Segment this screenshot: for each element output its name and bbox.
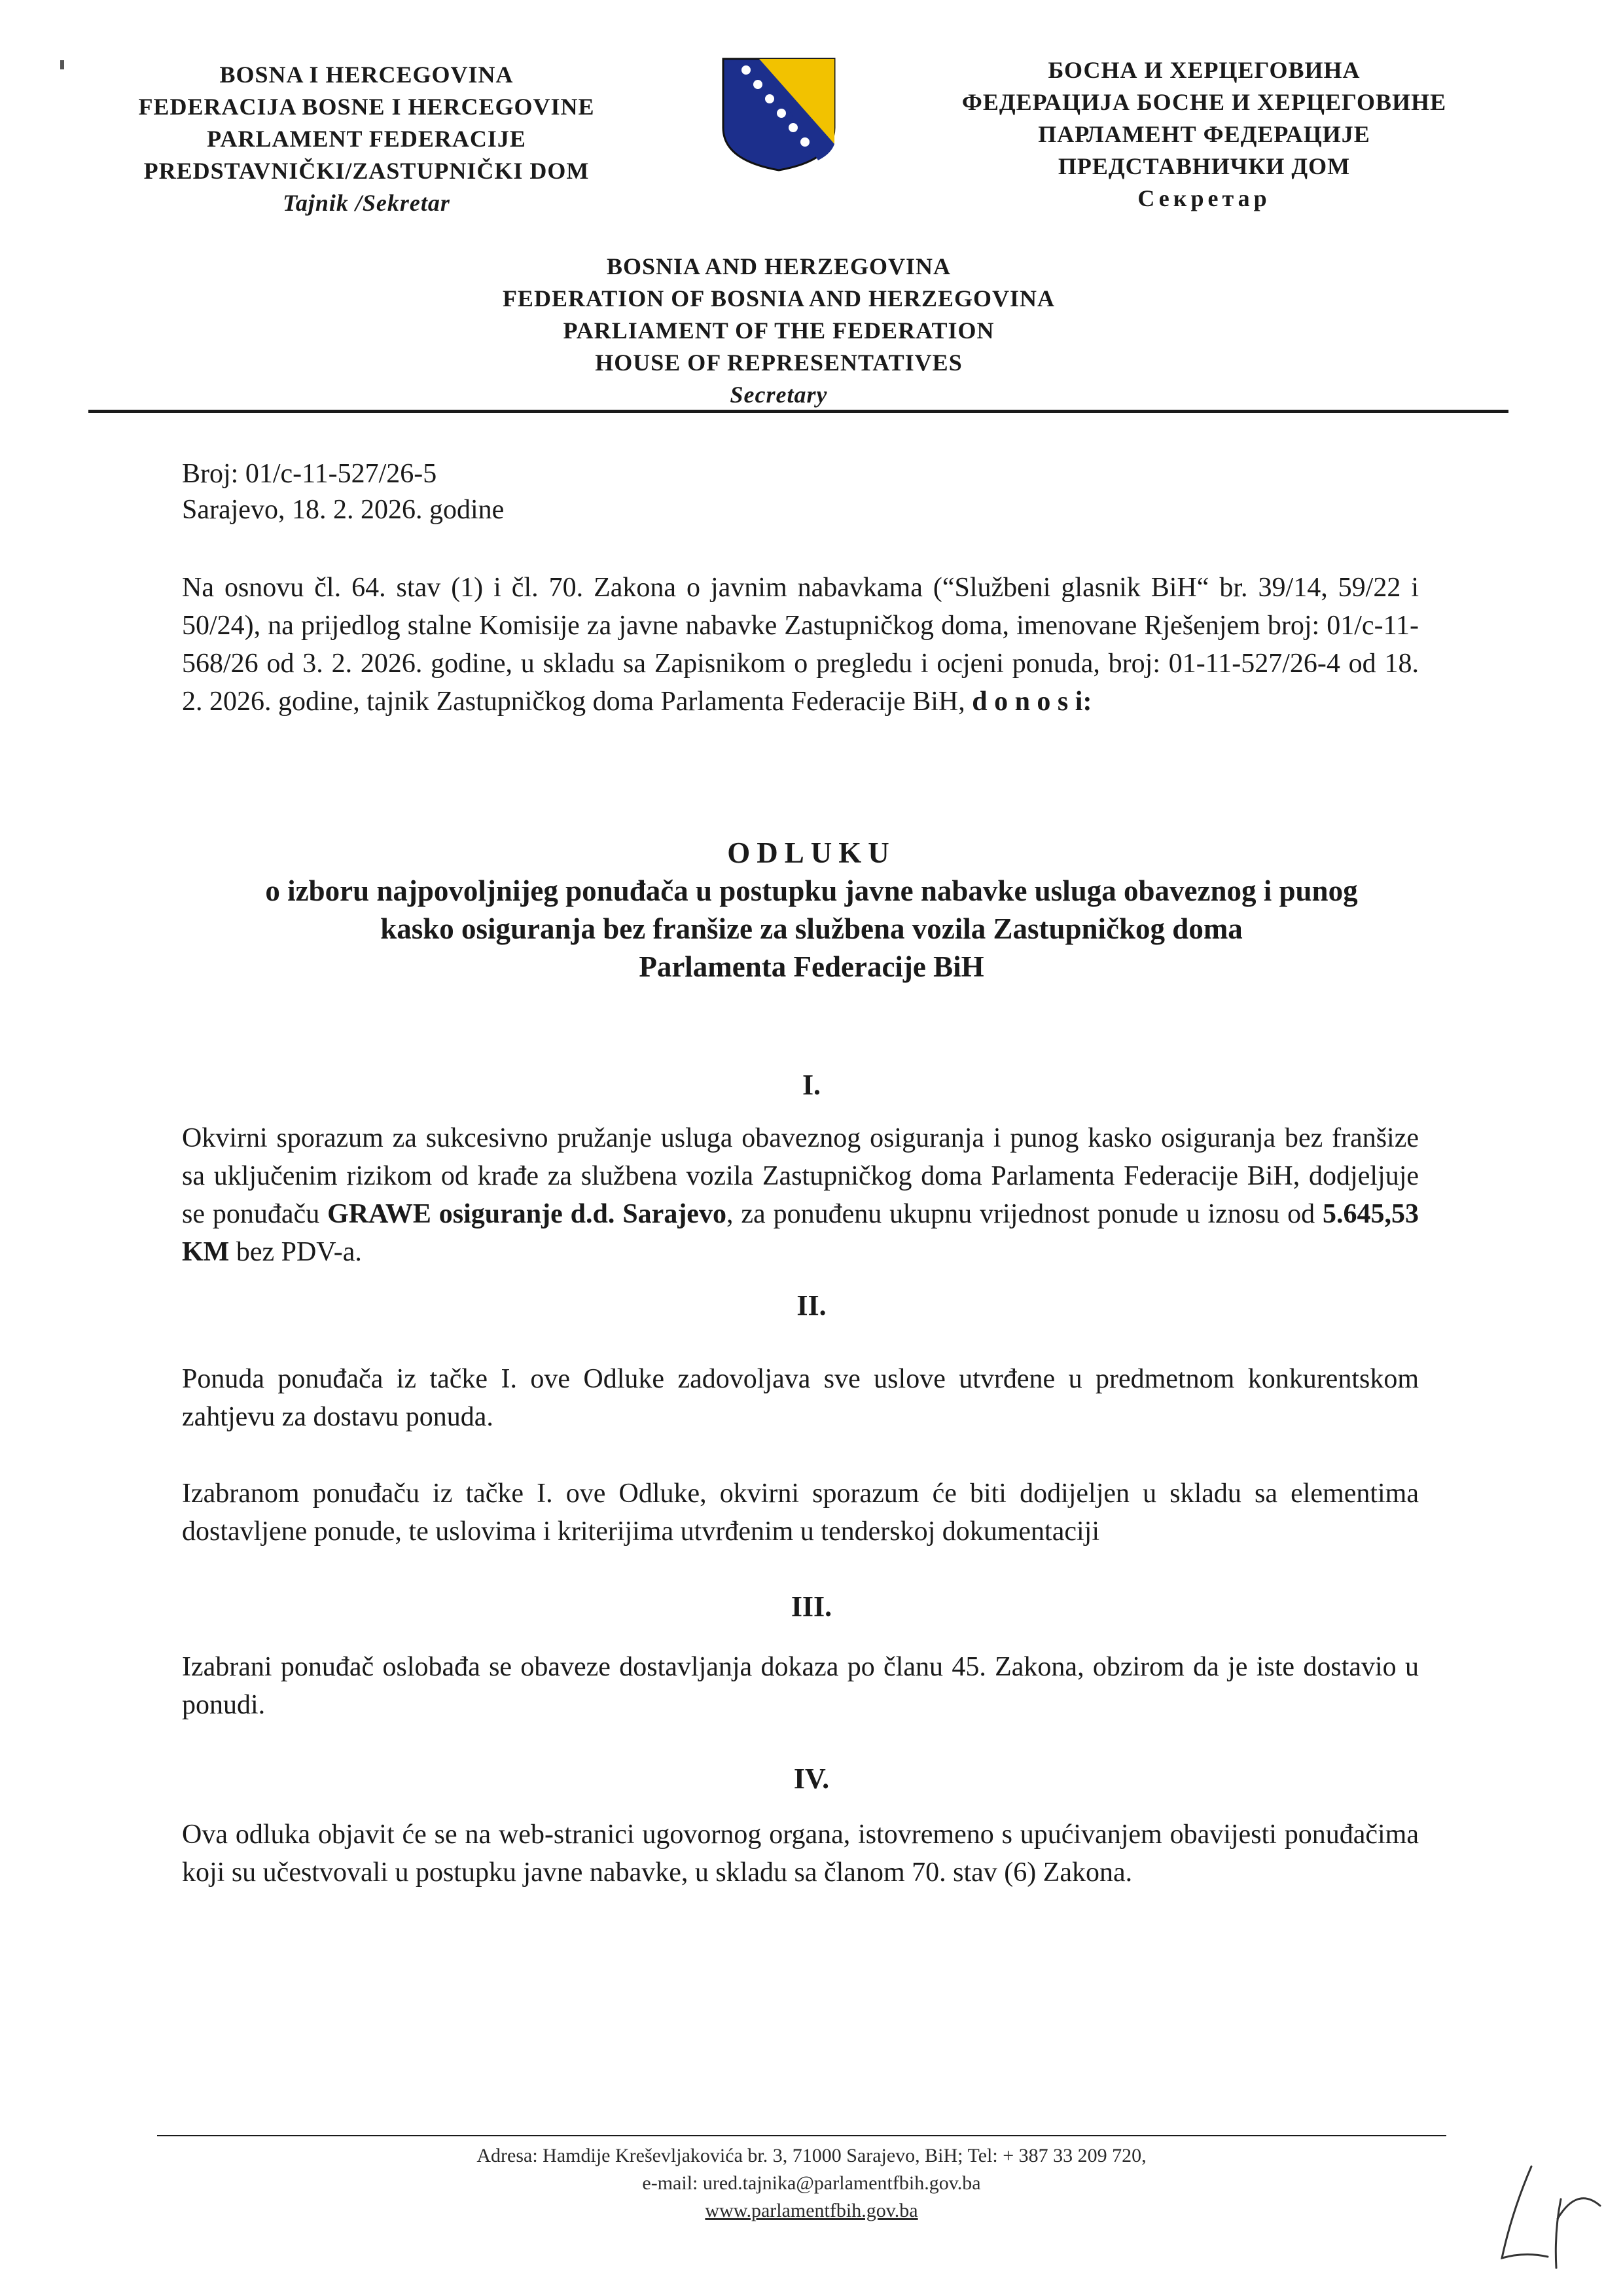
footer-email[interactable]: e-mail: ured.tajnika@parlamentfbih.gov.ba <box>642 2172 981 2194</box>
section-2-p2: Izabranom ponuđaču iz tačke I. ove Odluke, okvirni sporazum će biti dodijeljen u skladu sa elementima dostavljene ponude, te uslovima i kriterijima utvrđenim u tenderskoj dokumentaciji <box>182 1479 1419 1547</box>
header-left-line4: PREDSTAVNIČKI/ZASTUPNIČKI DOM <box>143 158 590 184</box>
header-left-line3: PARLAMENT FEDERACIJE <box>207 126 526 152</box>
header-center <box>419 251 1139 411</box>
document-date: Sarajevo, 18. 2. 2026. godine <box>182 495 505 525</box>
decision-subtitle-line1: o izboru najpovoljnijeg ponuđača u postupku javne nabavke usluga obaveznog i punog <box>265 874 1358 907</box>
section-4-heading: IV. <box>793 1763 830 1795</box>
header-center-line1: BOSNIA AND HERZEGOVINA <box>606 253 952 279</box>
header-center-line5: Secretary <box>730 382 828 408</box>
decision-subtitle-line3: Parlamenta Federacije BiH <box>639 950 984 983</box>
header-right <box>923 54 1486 215</box>
preamble <box>182 569 1419 721</box>
header-right-line2: ФЕДЕРАЦИЈА БОСНЕ И ХЕРЦЕГОВИНЕ <box>961 89 1447 115</box>
coat-of-arms-icon <box>720 56 838 173</box>
section-3-heading: III. <box>791 1590 832 1623</box>
decision-title-block <box>157 834 1466 986</box>
header-center-line3: PARLIAMENT OF THE FEDERATION <box>563 317 995 344</box>
handwritten-initials-icon <box>1486 2160 1610 2278</box>
header-right-line3: ПАРЛАМЕНТ ФЕДЕРАЦИЈЕ <box>1038 121 1370 147</box>
header-right-line4: ПРЕДСТАВНИЧКИ ДОМ <box>1058 153 1351 179</box>
section-1-heading: I. <box>802 1069 821 1101</box>
decision-subtitle-line2: kasko osiguranja bez franšize za službena vozila Zastupničkog doma <box>380 912 1243 945</box>
section-2-heading: II. <box>796 1289 827 1321</box>
footer-website-link[interactable]: www.parlamentfbih.gov.ba <box>705 2200 918 2221</box>
header-left-line2: FEDERACIJA BOSNE I HERCEGOVINE <box>138 94 595 120</box>
header-left-line1: BOSNA I HERCEGOVINA <box>219 62 514 88</box>
section-1-text-c: bez PDV-a. <box>236 1237 362 1267</box>
section-4-text: Ova odluka objavit će se na web-stranici ugovornog organa, istovremeno s upućivanjem obavijesti ponuđačima koji su učestvovali u postupku javne nabavke, u skladu sa članom 70. stav (6) Zakona. <box>182 1820 1419 1888</box>
preamble-donosi: d o n o s i <box>972 687 1083 717</box>
section-3-text: Izabrani ponuđač oslobađa se obaveze dostavljanja dokaza po članu 45. Zakona, obzirom da je iste dostavio u ponudi. <box>182 1652 1419 1720</box>
section-1-amount: 5.645,53 KM <box>182 1199 1419 1267</box>
document-meta <box>182 456 504 528</box>
decision-title: ODLUKU <box>727 836 896 869</box>
header-right-line1: БОСНА И ХЕРЦЕГОВИНА <box>1048 57 1361 83</box>
section-1-text-a: Okvirni sporazum za sukcesivno pružanje usluga obaveznog osiguranja i punog kasko osiguranja bez franšize sa uključenim rizikom od krađe za službena vozila Zastupničkog doma Parlamenta Federacije BiH, dodjeljuje se ponuđaču <box>182 1123 1419 1229</box>
section-1-text <box>182 1119 1419 1271</box>
section-2-p1: Ponuda ponuđača iz tačke I. ove Odluke zadovoljava sve uslove utvrđene u predmetnom konkurentskom zahtjevu za dostavu ponuda. <box>182 1364 1419 1432</box>
footer-divider <box>157 2135 1446 2136</box>
footer-address: Adresa: Hamdije Kreševljakovića br. 3, 71000 Sarajevo, BiH; Tel: + 387 33 209 720, <box>476 2145 1147 2166</box>
header-center-line4: HOUSE OF REPRESENTATIVES <box>595 350 963 376</box>
header-center-line2: FEDERATION OF BOSNIA AND HERZEGOVINA <box>502 285 1056 312</box>
preamble-colon: : <box>1082 687 1092 717</box>
preamble-text: Na osnovu čl. 64. stav (1) i čl. 70. Zakona o javnim nabavkama (“Službeni glasnik BiH“ br. 39/14, 59/22 i 50/24), na prijedlog stalne Komisije za javne nabavke Zastupničkog doma, imenovane Rješenjem broj: 01/c-11-568/26 od 3. 2. 2026. godine, u skladu sa Zapisnikom o pregledu i ocjeni ponuda, broj: 01-11-527/26-4 od 18. 2. 2026. godine, tajnik Zastupničkog doma Parlamenta Federacije BiH, <box>182 573 1419 717</box>
footer <box>288 2142 1335 2225</box>
margin-mark <box>60 60 64 69</box>
header-left <box>105 59 628 219</box>
header-right-line5: Секретар <box>1137 185 1271 211</box>
document-number: Broj: 01/c-11-527/26-5 <box>182 459 437 489</box>
section-1-text-b: , za ponuđenu ukupnu vrijednost ponude u iznosu od <box>726 1199 1315 1229</box>
section-1-bidder: GRAWE osiguranje d.d. Sarajevo <box>327 1199 726 1229</box>
header-left-line5: Tajnik /Sekretar <box>283 190 450 216</box>
header-divider <box>88 410 1508 413</box>
